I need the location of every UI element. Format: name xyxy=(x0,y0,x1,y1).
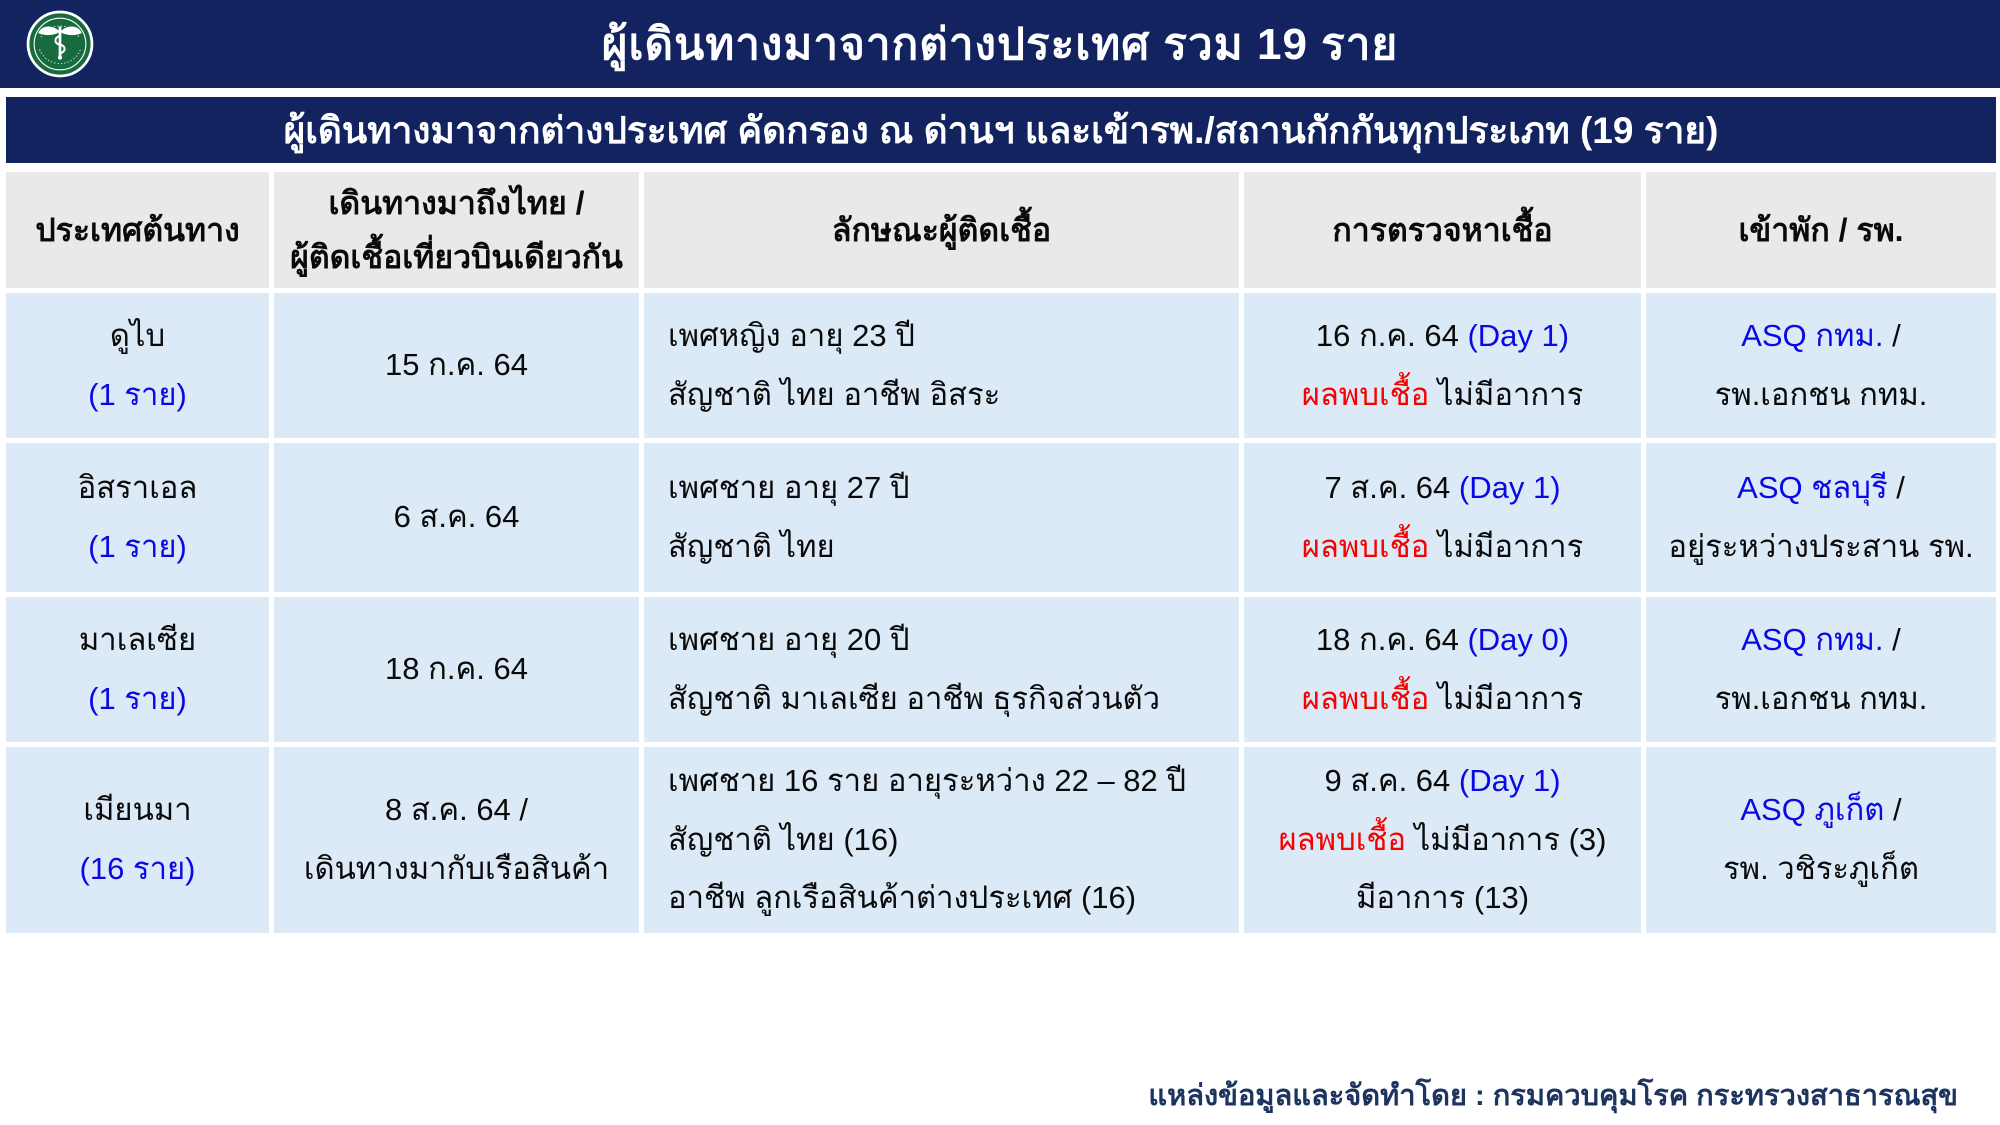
table-cell-r4-c1: เมียนมา (16 ราย) xyxy=(6,747,269,933)
header-cell-1: เดินทางมาถึงไทย / ผู้ติดเชื้อเที่ยวบินเดียวกัน xyxy=(274,172,639,288)
table-cell-r1-c4: 16 ก.ค. 64 (Day 1) ผลพบเชื้อ ไม่มีอาการ xyxy=(1244,293,1641,438)
table-cell-r3-c1: มาเลเซีย (1 ราย) xyxy=(6,597,269,742)
source-credit: แหล่งข้อมูลและจัดทำโดย : กรมควบคุมโรค กระทรวงสาธารณสุข xyxy=(1148,1080,1958,1112)
table-cell-r2-c1: อิสราเอล (1 ราย) xyxy=(6,443,269,592)
table-cell-r2-c3: เพศชาย อายุ 27 ปี สัญชาติ ไทย xyxy=(644,443,1239,592)
table-cell-r2-c5: ASQ ชลบุรี / อยู่ระหว่างประสาน รพ. xyxy=(1646,443,1996,592)
subtitle-bar xyxy=(6,97,1996,163)
table-cell-r2-c4: 7 ส.ค. 64 (Day 1) ผลพบเชื้อ ไม่มีอาการ xyxy=(1244,443,1641,592)
page-title: ผู้เดินทางมาจากต่างประเทศ รวม 19 ราย xyxy=(601,20,1399,69)
moph-seal-logo-icon xyxy=(26,10,94,78)
travelers-table xyxy=(6,172,1996,933)
header-cell-2: ลักษณะผู้ติดเชื้อ xyxy=(644,172,1239,288)
table-cell-r2-c2: 6 ส.ค. 64 xyxy=(274,443,639,592)
table-cell-r3-c4: 18 ก.ค. 64 (Day 0) ผลพบเชื้อ ไม่มีอาการ xyxy=(1244,597,1641,742)
table-cell-r3-c2: 18 ก.ค. 64 xyxy=(274,597,639,742)
page-subtitle: ผู้เดินทางมาจากต่างประเทศ คัดกรอง ณ ด่านฯ และเข้ารพ./สถานกักกันทุกประเภท (19 ราย) xyxy=(283,109,1719,151)
table-cell-r4-c3: เพศชาย 16 ราย อายุระหว่าง 22 – 82 ปี สัญชาติ ไทย (16) อาชีพ ลูกเรือสินค้าต่างประเทศ (16) xyxy=(644,747,1239,933)
table-cell-r1-c1: ดูไบ (1 ราย) xyxy=(6,293,269,438)
header-cell-0: ประเทศต้นทาง xyxy=(6,172,269,288)
table-cell-r4-c2: 8 ส.ค. 64 / เดินทางมากับเรือสินค้า xyxy=(274,747,639,933)
table-cell-r4-c5: ASQ ภูเก็ต / รพ. วชิระภูเก็ต xyxy=(1646,747,1996,933)
table-cell-r1-c5: ASQ กทม. / รพ.เอกชน กทม. xyxy=(1646,293,1996,438)
title-bar xyxy=(0,0,2000,88)
header-cell-3: การตรวจหาเชื้อ xyxy=(1244,172,1641,288)
table-cell-r1-c3: เพศหญิง อายุ 23 ปี สัญชาติ ไทย อาชีพ อิสระ xyxy=(644,293,1239,438)
table-cell-r3-c3: เพศชาย อายุ 20 ปี สัญชาติ มาเลเซีย อาชีพ ธุรกิจส่วนตัว xyxy=(644,597,1239,742)
header-cell-4: เข้าพัก / รพ. xyxy=(1646,172,1996,288)
table-cell-r1-c2: 15 ก.ค. 64 xyxy=(274,293,639,438)
table-cell-r3-c5: ASQ กทม. / รพ.เอกชน กทม. xyxy=(1646,597,1996,742)
table-cell-r4-c4: 9 ส.ค. 64 (Day 1) ผลพบเชื้อ ไม่มีอาการ (3) มีอาการ (13) xyxy=(1244,747,1641,933)
